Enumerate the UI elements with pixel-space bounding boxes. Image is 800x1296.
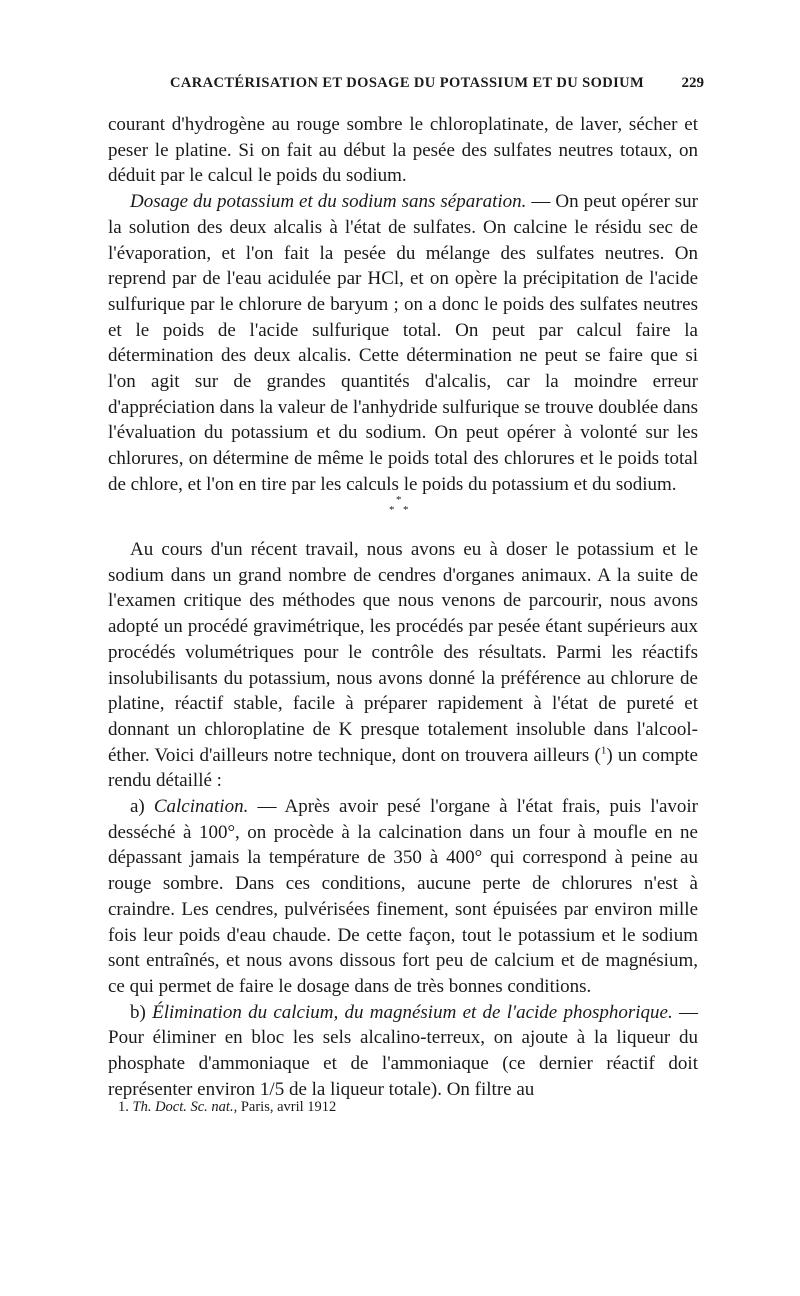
text-block-top (108, 112, 698, 498)
footnote-number: 1. (118, 1099, 129, 1115)
footnote-source: Th. Doct. Sc. nat. (132, 1099, 234, 1115)
footnote-ref: 1 (600, 744, 607, 757)
paragraph-title: Dosage du potassium et du sodium sans séparation. (130, 191, 527, 213)
paragraph-text: — On peut opérer sur la solution des deux alcalis à l'état de sulfates. On calcine le résidu sec de l'évaporation, et l'on fait la pesée du mélange des sulfates neutres. On reprend par de l'eau acidulée par HCl, et on opère la précipitation de l'acide sulfurique par le chlorure de baryum ; on a donc le poids des sulfates neutres et le poids de l'acide sulfurique total. On peut par calcul faire la détermination des deux alcalis. Cette détermination ne peut se faire que si l'on agit sur de grandes quantités d'alcalis, car la moindre erreur d'appréciation dans la valeur de l'anhydride sulfurique se trouve doublée dans l'évaluation du potassium et du sodium. On peut opérer à volonté sur les chlorures, on détermine de même le poids total des chlorures et le poids total de chlore, et l'on en tire par les calculs le poids du potassium et du sodium. (108, 191, 698, 495)
paragraph-dosage-sans-separation (108, 189, 698, 497)
paragraph-text: — Après avoir pesé l'organe à l'état frais, puis l'avoir desséché à 100°, on procède à la calcination dans un four à moufle en ne dépassant jamais la température de 350 à 400° qui correspond à peine au rouge sombre. Dans ces conditions, aucune perte de chlorures n'est à craindre. Les cendres, pulvérisées finement, sont épuisées par environ mille fois leur poids d'eau chaude. De cette façon, tout le potassium et le sodium sont entraînés, et nous avons dissous fort peu de calcium et de magnésium, ce qui permet de faire le dosage dans de très bonnes conditions. (108, 796, 698, 997)
paragraph-text: — Pour éliminer en bloc les sels alcalino-terreux, on ajoute à la liqueur du phosphate d'ammoniaque et de l'ammoniaque (ce dernier réactif doit représenter environ 1/5 de la liqueur totale). On filtre au (108, 1001, 699, 1100)
footnote (118, 1097, 678, 1117)
paragraph-elimination (108, 1000, 698, 1103)
paragraph-calcination (108, 794, 698, 1000)
paragraph-intro: Au cours d'un récent travail, nous avons eu à doser le potassium et le sodium dans un grand nombre de cendres d'organes animaux. A la suite de l'examen critique des méthodes que nous venons de parcourir, nous avons adopté un procédé gravimétrique, les procédés par pesée étant supérieurs aux procédés volumétriques pour le contrôle des résultats. Parmi les réactifs insolubilisants du potassium, nous avons donné la préférence au chlorure de platine, réactif stable, facile à préparer rapidement à l'état de pureté et donnant un chloroplatine de K presque totalement insoluble dans l'alcool-éther. Voici d'ailleurs notre technique, dont on trouvera ailleurs ($^1$) un compte rendu détaillé : (108, 539, 698, 792)
asterism-star-right: * (403, 504, 409, 516)
paragraph-title: Calcination. (153, 796, 249, 818)
text-block-bottom (108, 537, 698, 1102)
item-label: b) (130, 1001, 153, 1023)
footnote-details: , Paris, avril 1912 (233, 1099, 337, 1115)
asterism-star-left: * (389, 504, 395, 516)
page-number: 229 (681, 75, 704, 91)
paragraph-continuation: courant d'hydrogène au rouge sombre le chloroplatinate, de laver, sécher et peser le platine. Si on fait au début la pesée des sulfates neutres totaux, on déduit par le calcul le poids du sodium. (108, 114, 698, 187)
running-title: CARACTÉRISATION ET DOSAGE DU POTASSIUM ET DU SODIUM (170, 75, 645, 91)
paragraph-title: Élimination du calcium, du magnésium et de l'acide phosphorique. (152, 1001, 673, 1023)
item-label: a) (130, 796, 154, 818)
running-head (108, 75, 704, 99)
asterism (370, 494, 430, 528)
asterism-star-top: * (396, 494, 402, 506)
